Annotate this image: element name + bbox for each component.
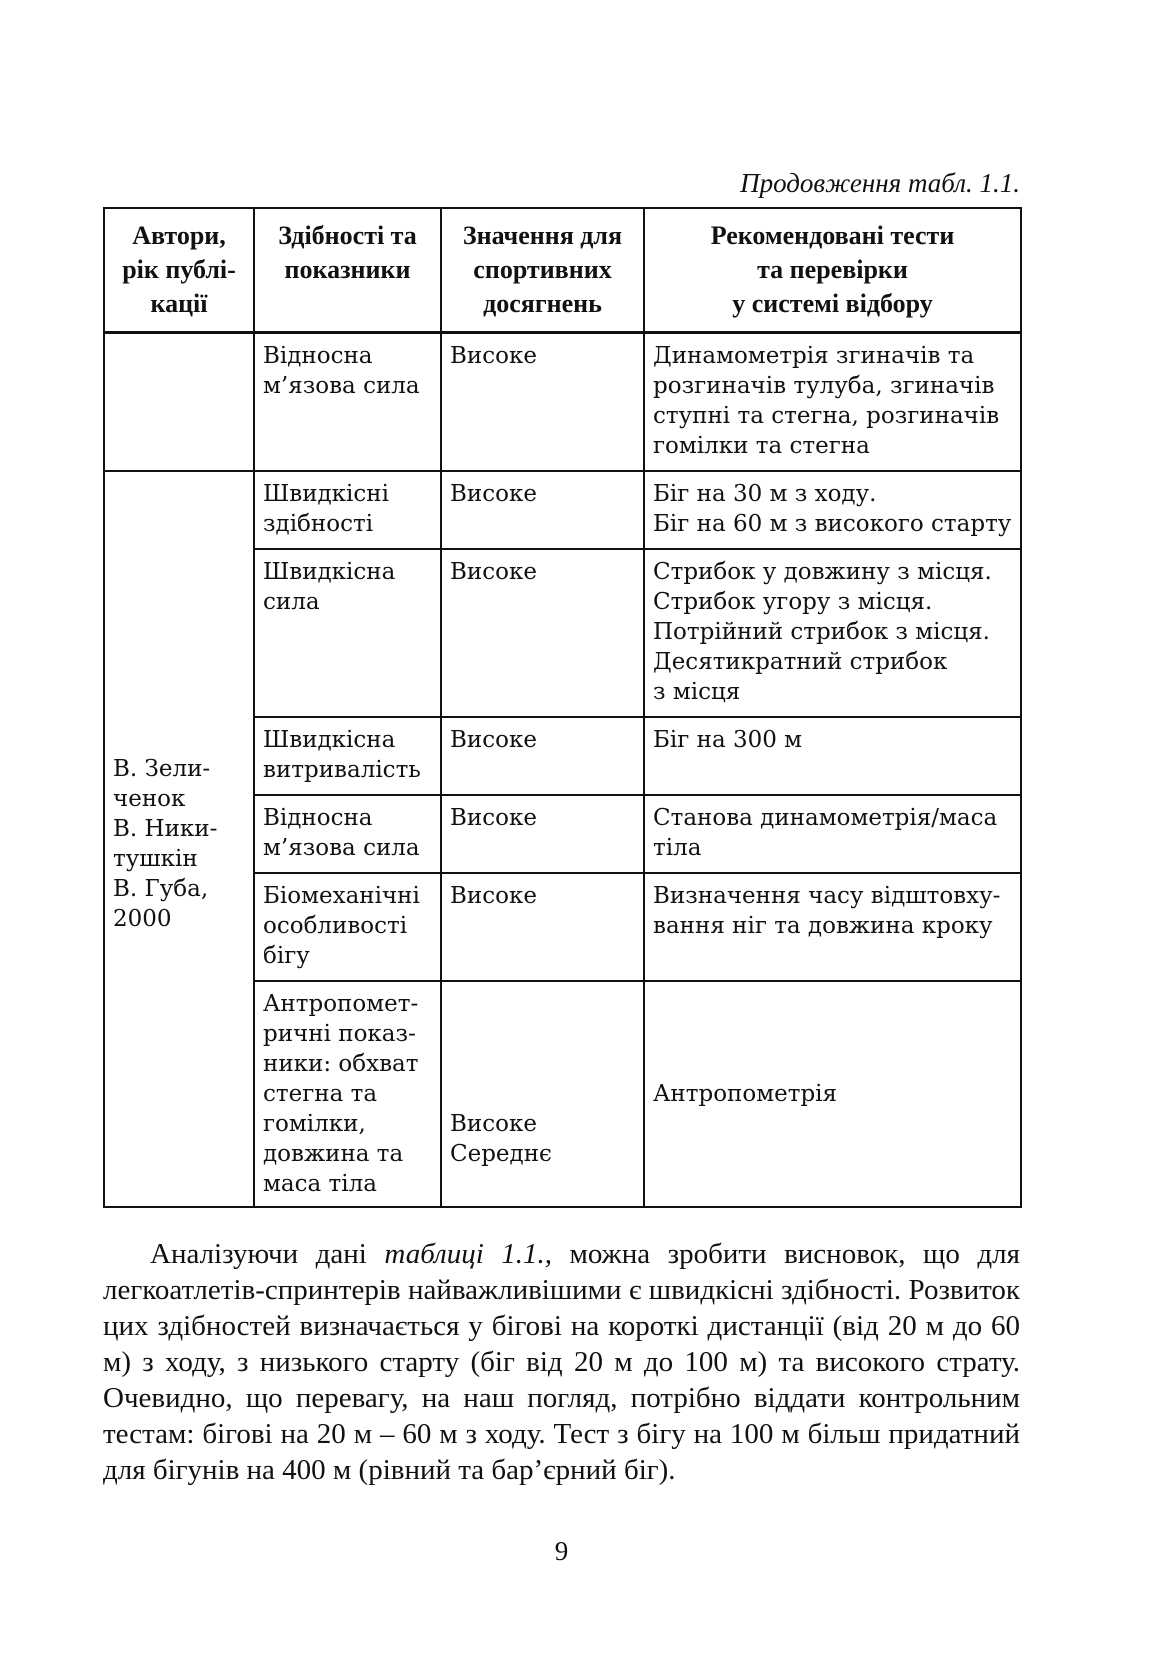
- table-caption: Продовження табл. 1.1.: [740, 168, 1020, 198]
- tests-cell: Стрибок у довжину з місця. Стрибок угору з місця. Потрійний стрибок з місця. Десятикратний стрибок з місця: [644, 549, 1021, 717]
- header-significance: Значення для спортивних досягнень: [441, 208, 644, 332]
- tests-cell: Визначення часу відштовху- вання ніг та довжина кроку: [644, 873, 1021, 981]
- tests-cell: Станова динамометрія/маса тіла: [644, 795, 1021, 873]
- value-cell: Високе: [441, 717, 644, 795]
- data-table: [103, 207, 1022, 1208]
- value-cell: Високе: [441, 471, 644, 549]
- ability-cell: Антропомет- ричні показ- ники: обхват стегна та гомілки, довжина та маса тіла: [254, 981, 441, 1207]
- table-row: [104, 471, 1021, 549]
- authors-cell: В. Зели- ченок В. Ники- тушкін В. Губа, 2000: [104, 471, 254, 1207]
- body-paragraph: Аналізуючи дані таблиці 1.1., можна зробити висновок, що для легкоатлетів-спринтерів найважливішими є швидкісні здібності. Розвиток цих здібностей визначається у бігові на короткі дистанції (від 20 м до 60 м) з ходу, з низького старту (біг від 20 м до 100 м) та високого страту. Очевидно, що перевагу, на наш погляд, потрібно віддати контрольним тестам: бігові на 20 м – 60 м з ходу. Тест з бігу на 100 м більш придатний для бігунів на 400 м (рівний та бар’єрний біг).: [103, 1238, 1020, 1486]
- header-abilities: Здібності та показники: [254, 208, 441, 332]
- value-cell: Високе: [441, 795, 644, 873]
- tests-cell: Антропометрія: [644, 981, 1021, 1207]
- value-cell: Високе: [441, 549, 644, 717]
- ability-cell: Відносна м’язова сила: [254, 795, 441, 873]
- header-tests: Рекомендовані тести та перевірки у системі відбору: [644, 208, 1021, 332]
- tests-cell: Біг на 30 м з ходу. Біг на 60 м з високого старту: [644, 471, 1021, 549]
- value-cell: Високе: [441, 332, 644, 471]
- value-cell: Високе: [441, 873, 644, 981]
- ability-cell: Відносна м’язова сила: [254, 332, 441, 471]
- table-reference: таблиці 1.1.,: [384, 1238, 553, 1270]
- ability-cell: Швидкісна витривалість: [254, 717, 441, 795]
- tests-cell: Біг на 300 м: [644, 717, 1021, 795]
- authors-cell-empty: [104, 332, 254, 471]
- table-header-row: [104, 208, 1021, 332]
- ability-cell: Біомеханічні особливості бігу: [254, 873, 441, 981]
- value-cell: Високе Середнє: [441, 981, 644, 1207]
- ability-cell: Швидкісні здібності: [254, 471, 441, 549]
- page-number: 9: [554, 1536, 569, 1566]
- document-page: [103, 0, 1020, 1654]
- ability-cell: Швидкісна сила: [254, 549, 441, 717]
- table-row: [104, 332, 1021, 471]
- tests-cell: Динамометрія згиначів та розгиначів тулуба, згиначів ступні та стегна, розгиначів гомілки та стегна: [644, 332, 1021, 471]
- header-authors: Автори, рік публі- кації: [104, 208, 254, 332]
